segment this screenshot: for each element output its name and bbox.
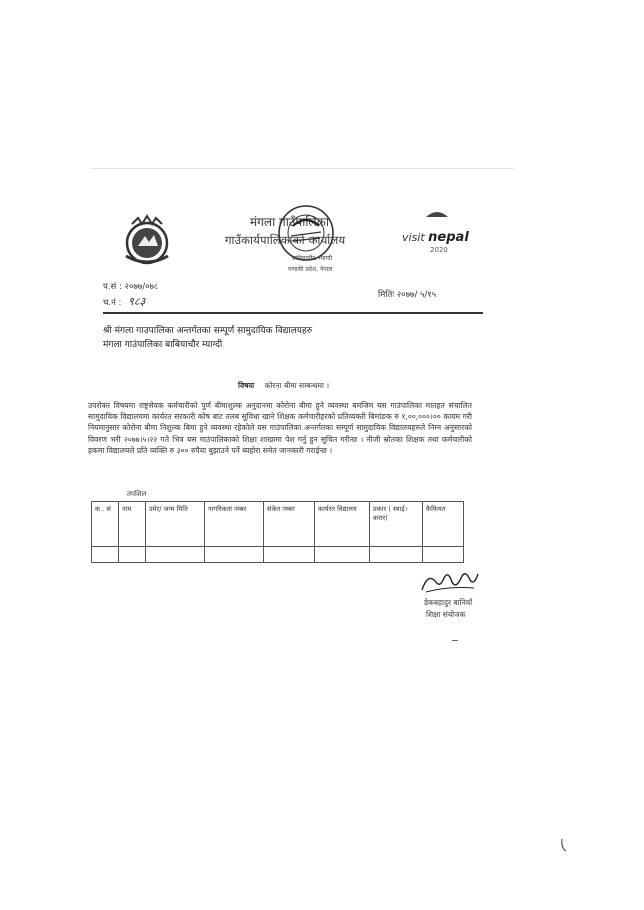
table-cell <box>370 547 423 563</box>
visit-nepal-brand: nepal <box>428 230 469 245</box>
reference-label: प.सं : <box>103 282 122 292</box>
table-cell <box>146 547 205 563</box>
table-cell <box>423 547 464 563</box>
government-emblem-icon <box>118 212 176 270</box>
table-caption: तपशिल <box>127 490 147 498</box>
column-header: प्रकार ( स्थाई। करार) <box>370 502 423 547</box>
office-address-line-2: गण्डकी प्रदेश, नेपाल <box>288 266 333 273</box>
signatory-title: शिक्षा संयोजक <box>426 610 466 619</box>
column-header: नागरिकता नम्बर <box>205 502 264 547</box>
column-header: संकेत नम्बर <box>264 502 315 547</box>
letter-date <box>378 289 436 300</box>
visit-nepal-logo <box>402 230 469 245</box>
subject-label: विषयः <box>238 381 255 390</box>
date-value: २०७७/ ५/१५ <box>396 290 437 300</box>
subject-line <box>238 381 329 391</box>
table-cell <box>315 547 370 563</box>
column-header: क . सं <box>92 502 119 547</box>
column-header: उमेर/ जन्म मिति <box>146 502 205 547</box>
dispatch-value: ९८३ <box>128 295 146 308</box>
visit-nepal-year: 2020 <box>430 246 448 254</box>
table-cell <box>205 547 264 563</box>
date-label: मितिः <box>378 290 395 300</box>
header-divider <box>103 312 483 314</box>
column-header: कैफियत <box>423 502 464 547</box>
visit-nepal-prefix: visit <box>402 231 425 244</box>
subject-text: कोरना बीमा सम्बन्धमा । <box>264 381 330 390</box>
office-subtitle: गाउँकार्यपालिकाको कार्यालय <box>225 233 346 247</box>
dispatch-number <box>103 294 145 309</box>
reference-value: २०७७/०७८ <box>124 282 159 292</box>
table-cell <box>92 547 119 563</box>
table-cell <box>264 547 315 563</box>
table-header-row <box>92 502 464 547</box>
dispatch-label: च.नं : <box>103 298 122 308</box>
reference-number <box>103 281 158 292</box>
addressee-line-2: मंगला गाउंपालिका बाबियाचौर म्याग्दी <box>103 340 223 350</box>
office-address-line-1: बाबियाचौर, म्याग्दी <box>292 255 333 262</box>
column-header: कार्यरत विद्यालय <box>315 502 370 547</box>
details-table <box>91 501 464 563</box>
letter-body: उपरोक्त विषयमा राष्ट्रसेवक कर्मचारीको पुर्ण बीमाशुल्क अनुदानमा कोरोना बीमा हुने व्यवस्था बमजिम यस गाउंपालिका मातहत संचालित सामुदायिक विद्यालयमा कार्यरत सरकारी कोष बाट तलब सुविधा खाने शिक्षक कर्मचारीहरको प्रतिव्यक्ती बिमांङक रु १,००,०००।०० कायम गरी नियमानुसार कोरोना बीमा निशुल्क बिमा हुने व्यवस्था रहेकोले यस गाउंपालिका अन्तर्गतका सम्पूर्ण सामुदायिक विद्यालयहरुले निम्न अनुसारको विवरण भरी २०७७।५।२२ गते भित्र यस गाउंपालिकाको शिक्षा शाखामा पेश गर्नु हुन सुचित गरीन्छ । नीजी स्रोतका शिक्षक तथा कर्मचारीको हकमा विद्यालयले प्रति व्यक्ति रु ३०० रुपैया बुझाउने पर्ने ब्यहोरा समेत जानकारी गराईन्छ । <box>88 401 472 455</box>
stray-pen-mark-icon <box>560 838 568 852</box>
decorative-dash <box>452 640 458 641</box>
column-header: नाम <box>119 502 146 547</box>
table-row <box>92 547 464 563</box>
table-cell <box>119 547 146 563</box>
handwritten-signature-icon <box>418 568 482 596</box>
addressee-line-1: श्री मंगला गाउपालिका अन्तर्गतका सम्पूर्ण सामुदायिक विद्यालयहरु <box>103 326 313 336</box>
visit-nepal-hat-icon <box>424 207 450 219</box>
office-name: मंगला गाउँपालिका <box>250 215 329 229</box>
signatory-name: डेकबहादुर बानियाँ <box>424 598 473 607</box>
